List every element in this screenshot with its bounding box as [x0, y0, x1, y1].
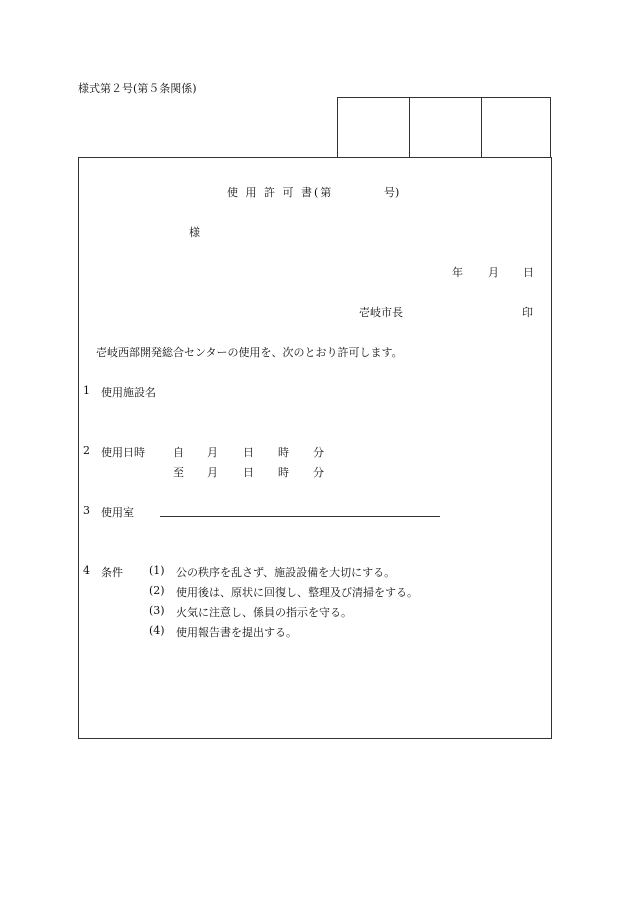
- condition-number: (3): [149, 604, 165, 617]
- item-conditions-label: 条件: [101, 566, 123, 579]
- datetime-from-month: 月: [207, 446, 218, 459]
- datetime-to-month: 月: [207, 466, 218, 479]
- date-day: 日: [523, 266, 534, 279]
- datetime-from-hour: 時: [278, 446, 289, 459]
- document-title: 使 用 許 可 書(第: [227, 186, 334, 199]
- datetime-to: 至: [173, 466, 184, 479]
- date-year: 年: [452, 266, 463, 279]
- condition-text: 火気に注意し、係員の指示を守る。: [176, 606, 352, 619]
- condition-text: 公の秩序を乱さず、施設設備を大切にする。: [176, 566, 396, 579]
- item-number: 4: [83, 564, 90, 577]
- date-month: 月: [488, 266, 499, 279]
- item-number: 2: [83, 444, 90, 457]
- approval-stamp-boxes: [337, 97, 551, 158]
- item-datetime-label: 使用日時: [101, 446, 145, 459]
- stamp-cell-divider: [481, 98, 482, 157]
- room-entry-line: [160, 516, 440, 517]
- datetime-to-day: 日: [243, 466, 254, 479]
- permit-statement: 壱岐西部開発総合センターの使用を、次のとおり許可します。: [96, 346, 403, 359]
- item-number: 1: [83, 384, 90, 397]
- datetime-from-minute: 分: [313, 446, 324, 459]
- issuer-name: 壱岐市長: [359, 306, 403, 319]
- condition-text: 使用後は、原状に回復し、整理及び清掃をする。: [176, 586, 418, 599]
- item-room-label: 使用室: [101, 506, 134, 519]
- condition-text: 使用報告書を提出する。: [176, 626, 297, 639]
- datetime-to-hour: 時: [278, 466, 289, 479]
- datetime-from: 自: [173, 446, 184, 459]
- condition-number: (2): [149, 584, 165, 597]
- item-facility-label: 使用施設名: [101, 386, 156, 399]
- condition-number: (4): [149, 624, 165, 637]
- condition-number: (1): [149, 564, 165, 577]
- document-number-suffix: 号): [384, 186, 400, 199]
- addressee-honorific: 様: [189, 226, 200, 239]
- datetime-to-minute: 分: [313, 466, 324, 479]
- seal-mark: 印: [522, 306, 533, 319]
- item-number: 3: [83, 504, 90, 517]
- datetime-from-day: 日: [243, 446, 254, 459]
- stamp-cell-divider: [409, 98, 410, 157]
- form-label: 様式第２号(第５条関係): [78, 82, 197, 95]
